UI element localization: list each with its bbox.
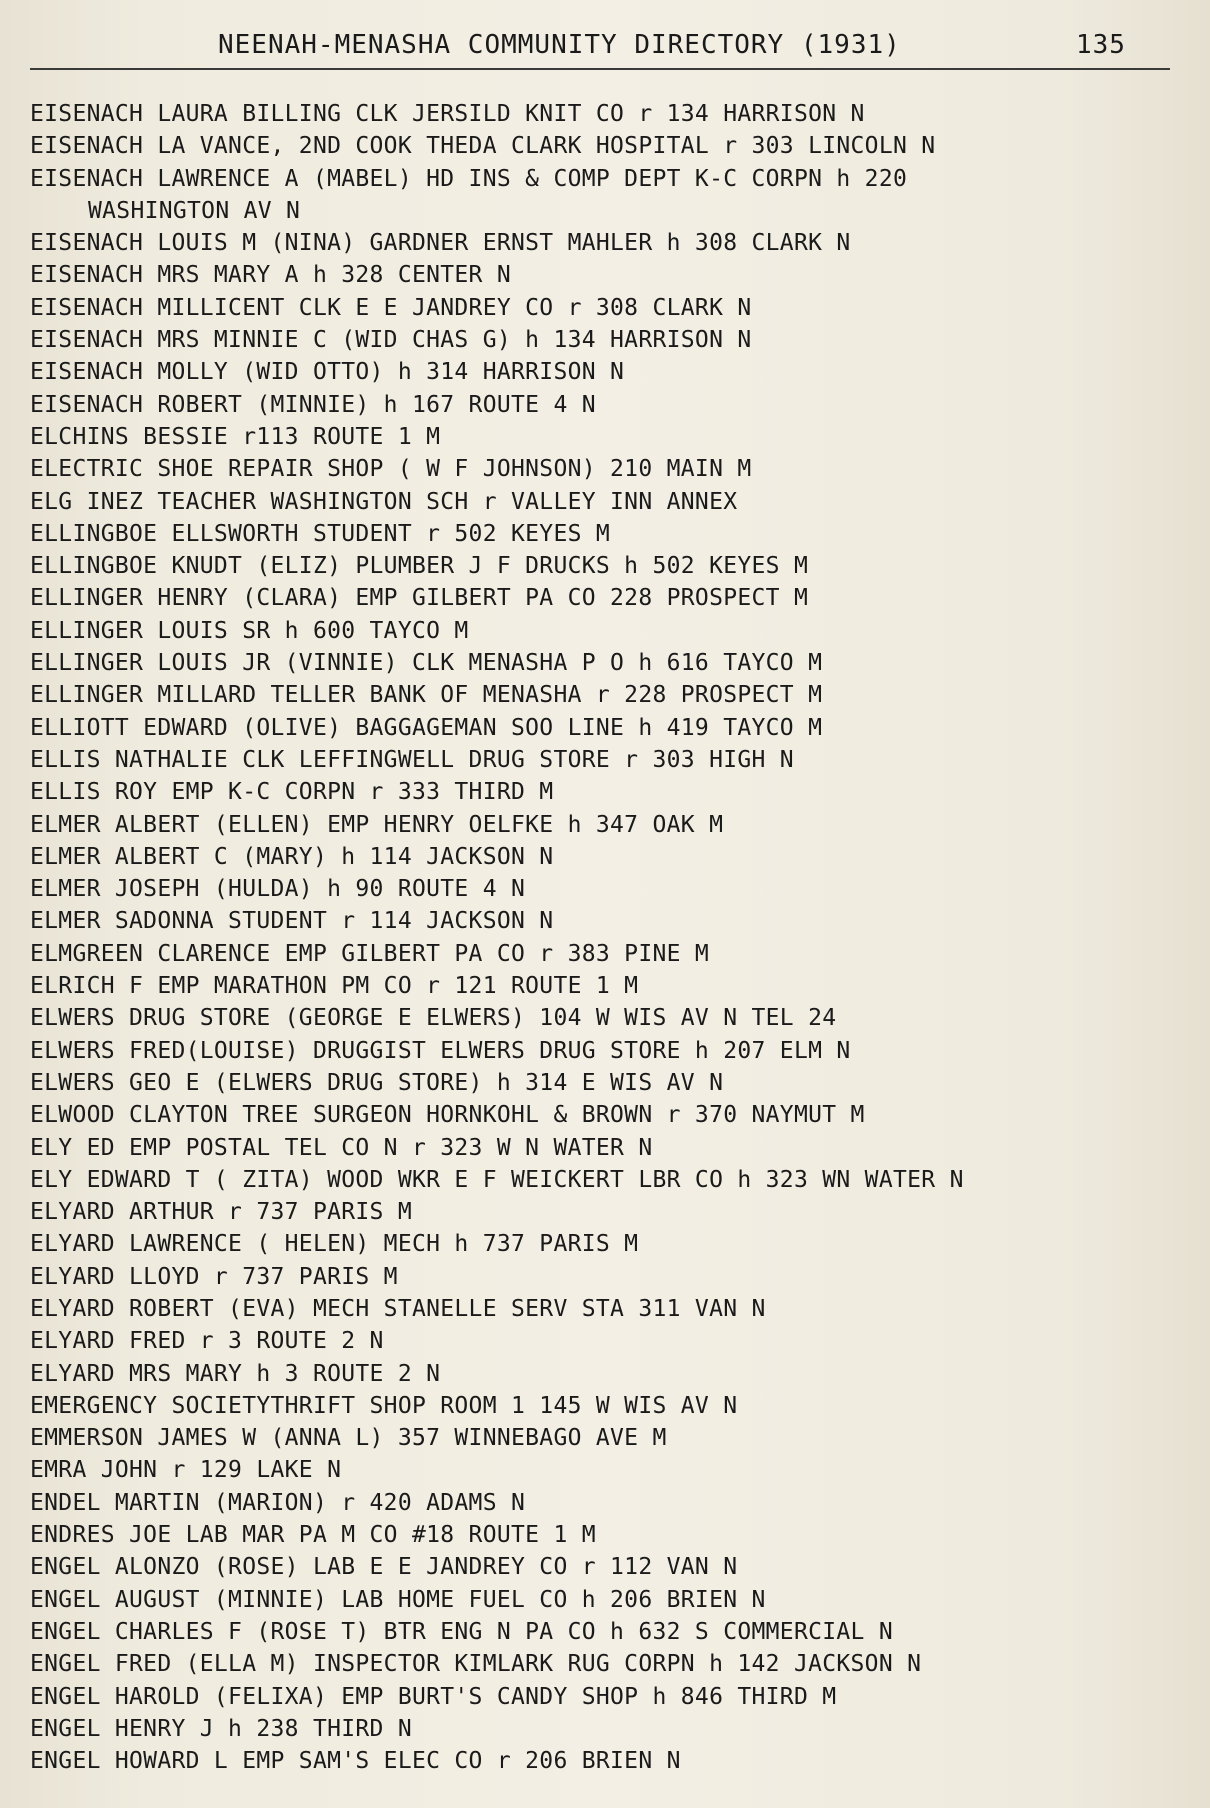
directory-entry: EMERGENCY SOCIETYTHRIFT SHOP ROOM 1 145 W WIS AV N (30, 1392, 738, 1419)
directory-entry: ENDRES JOE LAB MAR PA M CO #18 ROUTE 1 M (30, 1522, 596, 1549)
directory-entry: ELLINGER HENRY (CLARA) EMP GILBERT PA CO 228 PROSPECT M (30, 585, 809, 612)
directory-entry: ELWOOD CLAYTON TREE SURGEON HORNKOHL & BROWN r 370 NAYMUT M (30, 1102, 865, 1129)
directory-entry: ENGEL HAROLD (FELIXA) EMP BURT'S CANDY SHOP h 846 THIRD M (30, 1683, 837, 1710)
directory-entry: ELMER ALBERT (ELLEN) EMP HENRY OELFKE h 347 OAK M (30, 811, 724, 838)
page-number: 135 (1076, 30, 1126, 60)
directory-entry: ELWERS FRED(LOUISE) DRUGGIST ELWERS DRUG STORE h 207 ELM N (30, 1037, 851, 1064)
directory-entry: EISENACH ROBERT (MINNIE) h 167 ROUTE 4 N (30, 391, 596, 418)
directory-entry: ELMER SADONNA STUDENT r 114 JACKSON N (30, 908, 554, 935)
directory-entry: ELLIS NATHALIE CLK LEFFINGWELL DRUG STORE r 303 HIGH N (30, 746, 794, 773)
directory-entry: EISENACH MOLLY (WID OTTO) h 314 HARRISON N (30, 359, 625, 386)
directory-entry: ENGEL CHARLES F (ROSE T) BTR ENG N PA CO h 632 S COMMERCIAL N (30, 1618, 893, 1645)
directory-entry: ELLIOTT EDWARD (OLIVE) BAGGAGEMAN SOO LINE h 419 TAYCO M (30, 714, 823, 741)
directory-entry: ELYARD LLOYD r 737 PARIS M (30, 1263, 398, 1290)
directory-entry: ELMER JOSEPH (HULDA) h 90 ROUTE 4 N (30, 876, 526, 903)
directory-entry: ELYARD FRED r 3 ROUTE 2 N (30, 1328, 384, 1355)
directory-entry: EISENACH MRS MINNIE C (WID CHAS G) h 134 HARRISON N (30, 327, 752, 354)
directory-entry: EISENACH LAWRENCE A (MABEL) HD INS & COMP DEPT K-C CORPN h 220 (30, 165, 908, 192)
directory-entry: ELY ED EMP POSTAL TEL CO N r 323 W N WATER N (30, 1134, 653, 1161)
directory-entry: EISENACH MILLICENT CLK E E JANDREY CO r 308 CLARK N (30, 294, 752, 321)
header-rule (30, 68, 1170, 70)
directory-entry: ENDEL MARTIN (MARION) r 420 ADAMS N (30, 1489, 526, 1516)
directory-entries (30, 98, 1200, 1777)
directory-entry: ELECTRIC SHOE REPAIR SHOP ( W F JOHNSON) 210 MAIN M (30, 456, 752, 483)
page-header (0, 22, 1210, 72)
directory-entry: ENGEL HENRY J h 238 THIRD N (30, 1715, 412, 1742)
directory-entry: ENGEL ALONZO (ROSE) LAB E E JANDREY CO r 112 VAN N (30, 1554, 738, 1581)
directory-entry: ELLINGBOE KNUDT (ELIZ) PLUMBER J F DRUCKS h 502 KEYES M (30, 553, 809, 580)
directory-entry: ELCHINS BESSIE r113 ROUTE 1 M (30, 423, 441, 450)
directory-entry: ELYARD ROBERT (EVA) MECH STANELLE SERV STA 311 VAN N (30, 1295, 766, 1322)
directory-entry: EMMERSON JAMES W (ANNA L) 357 WINNEBAGO AVE M (30, 1425, 667, 1452)
directory-entry: ELYARD LAWRENCE ( HELEN) MECH h 737 PARIS M (30, 1231, 639, 1258)
directory-entry: ELMGREEN CLARENCE EMP GILBERT PA CO r 383 PINE M (30, 940, 710, 967)
directory-entry: ELYARD MRS MARY h 3 ROUTE 2 N (30, 1360, 441, 1387)
directory-entry: ELWERS GEO E (ELWERS DRUG STORE) h 314 E WIS AV N (30, 1069, 724, 1096)
directory-entry: EISENACH LAURA BILLING CLK JERSILD KNIT CO r 134 HARRISON N (30, 101, 865, 127)
directory-entry: ELLINGER MILLARD TELLER BANK OF MENASHA r 228 PROSPECT M (30, 682, 823, 709)
directory-entry: ELYARD ARTHUR r 737 PARIS M (30, 1199, 412, 1226)
directory-entry: ELMER ALBERT C (MARY) h 114 JACKSON N (30, 843, 554, 870)
directory-entry: ELG INEZ TEACHER WASHINGTON SCH r VALLEY INN ANNEX (30, 488, 738, 515)
directory-entry: ELLIS ROY EMP K-C CORPN r 333 THIRD M (30, 779, 554, 806)
directory-entry: ELLINGBOE ELLSWORTH STUDENT r 502 KEYES M (30, 520, 611, 547)
directory-entry: ELRICH F EMP MARATHON PM CO r 121 ROUTE 1 M (30, 973, 639, 1000)
directory-entry: EISENACH LA VANCE, 2ND COOK THEDA CLARK HOSPITAL r 303 LINCOLN N (30, 133, 936, 160)
directory-entry: ELLINGER LOUIS JR (VINNIE) CLK MENASHA P O h 616 TAYCO M (30, 650, 823, 677)
directory-entry: ELY EDWARD T ( ZITA) WOOD WKR E F WEICKERT LBR CO h 323 WN WATER N (30, 1166, 964, 1193)
page-title: NEENAH-MENASHA COMMUNITY DIRECTORY (1931) (218, 30, 901, 60)
directory-entry: ELLINGER LOUIS SR h 600 TAYCO M (30, 617, 469, 644)
directory-entry: EISENACH MRS MARY A h 328 CENTER N (30, 262, 512, 289)
directory-entry: EISENACH LOUIS M (NINA) GARDNER ERNST MAHLER h 308 CLARK N (30, 230, 851, 257)
directory-entry: EMRA JOHN r 129 LAKE N (30, 1457, 342, 1484)
directory-entry: ENGEL AUGUST (MINNIE) LAB HOME FUEL CO h 206 BRIEN N (30, 1586, 766, 1613)
directory-entry: ENGEL FRED (ELLA M) INSPECTOR KIMLARK RUG CORPN h 142 JACKSON N (30, 1651, 922, 1678)
directory-entry-continuation: WASHINGTON AV N (88, 197, 301, 224)
directory-entry: ENGEL HOWARD L EMP SAM'S ELEC CO r 206 BRIEN N (30, 1748, 681, 1775)
directory-entry: ELWERS DRUG STORE (GEORGE E ELWERS) 104 W WIS AV N TEL 24 (30, 1005, 837, 1032)
